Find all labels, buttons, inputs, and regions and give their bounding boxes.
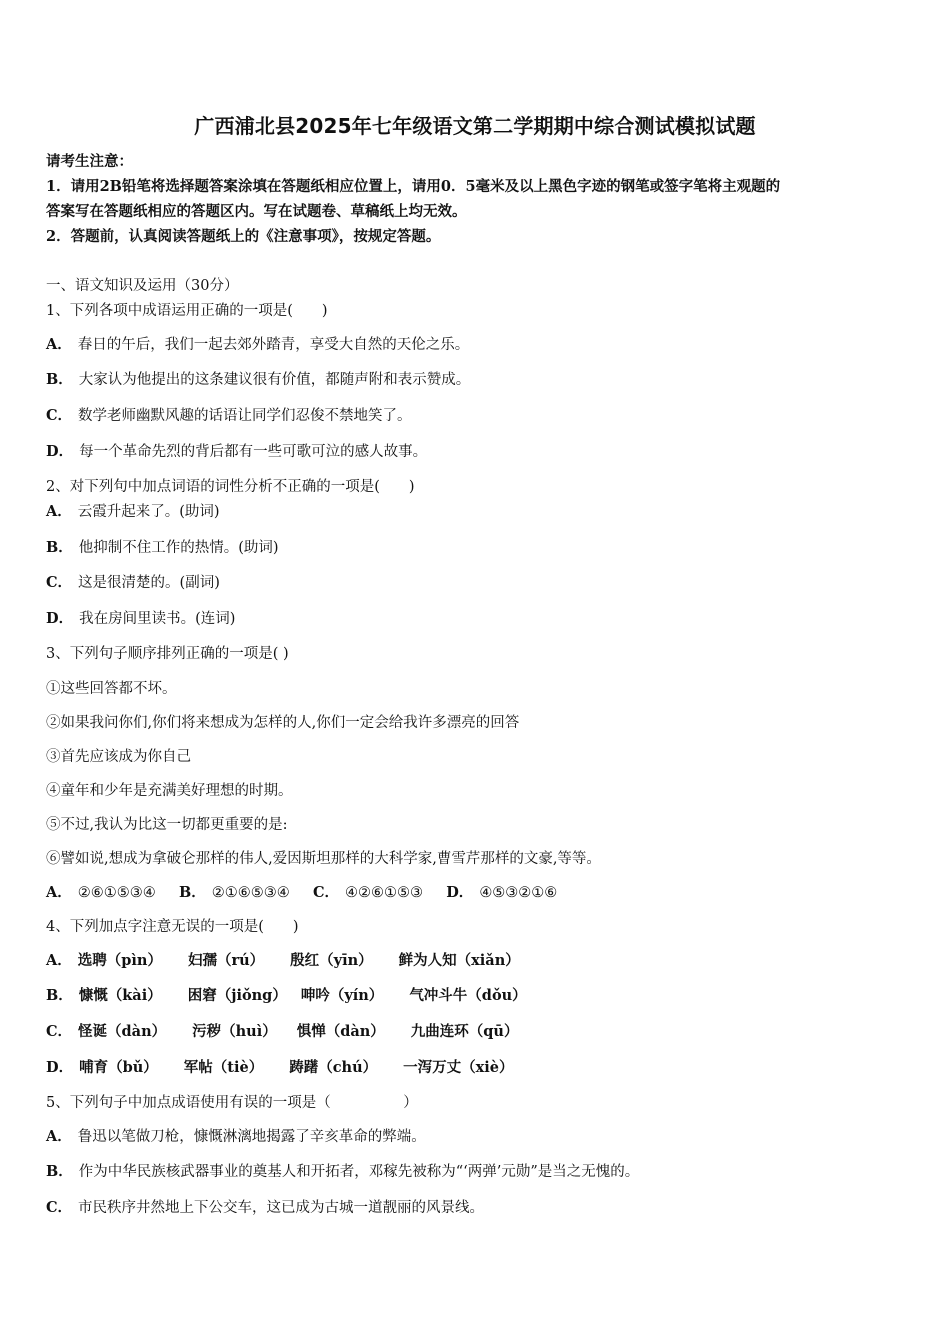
word-item: 军帖（tiè） — [183, 1059, 264, 1076]
option-text: 市民秩序井然地上下公交车，这已成为古城一道靓丽的风景线。 — [78, 1200, 485, 1216]
option-letter: D． — [46, 610, 74, 627]
option-letter: B． — [178, 884, 206, 901]
option-text: 春日的午后，我们一起去郊外踏青，享受大自然的天伦之乐。 — [77, 337, 470, 353]
question-1-stem: 1、下列各项中成语运用正确的一项是( ) — [46, 303, 328, 319]
option-text: 这是很清楚的。(副词) — [78, 575, 220, 591]
question-2-stem: 2、对下列句中加点词语的词性分析不正确的一项是( ) — [46, 479, 415, 495]
option-letter: B． — [46, 1163, 73, 1180]
option-letter: C． — [312, 884, 340, 901]
question-5-stem: 5、下列句子中加点成语使用有误的一项是（ ） — [46, 1095, 418, 1111]
option-letter: C． — [46, 1199, 73, 1216]
option-text: ②⑥①⑤③④ — [77, 885, 156, 901]
option-letter: D． — [46, 1059, 74, 1076]
option-letter: C． — [46, 574, 73, 591]
option-letter: B． — [46, 539, 73, 556]
question-5-option-c — [46, 1198, 484, 1218]
option-letter: A． — [46, 952, 72, 969]
question-1-option-b — [46, 370, 470, 390]
option-text: 他抑制不住工作的热情。(助词) — [78, 540, 279, 556]
option-letter: C． — [46, 1023, 73, 1040]
option-text: 大家认为他提出的这条建议很有价值，都随声附和表示赞成。 — [78, 372, 471, 388]
option-text: 每一个革命先烈的背后都有一些可歌可泣的感人故事。 — [79, 444, 428, 460]
question-2-option-b — [46, 538, 279, 558]
word-item: 哺育（bǔ） — [79, 1059, 158, 1076]
question-1-option-a — [46, 335, 469, 355]
word-item: 殷红（yīn） — [290, 952, 373, 969]
option-letter: D． — [46, 443, 74, 460]
question-2-option-d — [46, 609, 235, 629]
question-3-sentence: ③首先应该成为你自己 — [46, 749, 191, 765]
word-item: 鲜为人知（xiǎn） — [398, 952, 520, 969]
question-3-sentence: ⑥譬如说,想成为拿破仑那样的伟人,爱因斯坦那样的大科学家,曹雪芹那样的文豪,等等。 — [46, 851, 601, 867]
option-text: 作为中华民族核武器事业的奠基人和开拓者，邓稼先被称为“‘两弹’元勋”是当之无愧的。 — [78, 1164, 640, 1180]
option-letter: A． — [46, 884, 72, 901]
option-text: 我在房间里读书。(连词) — [79, 611, 236, 627]
option-letter: A． — [46, 1128, 72, 1145]
question-3-sentence: ④童年和少年是充满美好理想的时期。 — [46, 783, 293, 799]
option-text: 数学老师幽默风趣的话语让同学们忍俊不禁地笑了。 — [78, 408, 412, 424]
question-1-option-c — [46, 406, 412, 426]
option-text: ②①⑥⑤③④ — [211, 885, 290, 901]
question-2-option-c — [46, 573, 220, 593]
notice-item-1-line-2: 答案写在答题纸相应的答题区内。写在试题卷、草稿纸上均无效。 — [46, 203, 467, 220]
option-letter: B． — [46, 987, 73, 1004]
option-letter: D． — [446, 884, 474, 901]
word-item: 九曲连环（qū） — [410, 1023, 519, 1040]
word-item: 慷慨（kài） — [78, 987, 162, 1004]
word-item: 呻吟（yín） — [300, 987, 384, 1004]
notice-heading: 请考生注意： — [46, 153, 133, 170]
question-3-stem: 3、下列句子顺序排列正确的一项是( ) — [46, 646, 289, 662]
question-4-option-c — [46, 1022, 518, 1042]
option-letter: A． — [46, 503, 72, 520]
question-1-option-d — [46, 442, 427, 462]
word-item: 怪诞（dàn） — [78, 1023, 167, 1040]
question-3-sentence: ②如果我问你们,你们将来想成为怎样的人,你们一定会给我许多漂亮的回答 — [46, 715, 520, 731]
option-letter: A． — [46, 336, 72, 353]
option-text: 鲁迅以笔做刀枪，慷慨淋漓地揭露了辛亥革命的弊端。 — [77, 1129, 426, 1145]
word-item: 踌躇（chú） — [289, 1059, 378, 1076]
option-text: 云霞升起来了。(助词) — [77, 504, 220, 520]
question-3-sentence: ①这些回答都不坏。 — [46, 681, 177, 697]
word-item: 妇孺（rú） — [187, 952, 265, 969]
option-text: ④②⑥①⑤③ — [345, 885, 424, 901]
page-title: 广西浦北县2025年七年级语文第二学期期中综合测试模拟试题 — [194, 114, 756, 138]
question-4-option-d — [46, 1058, 514, 1078]
question-3-options — [46, 883, 557, 903]
word-item: 污秽（huì） — [192, 1023, 277, 1040]
word-item: 气冲斗牛（dǒu） — [409, 987, 527, 1004]
question-4-stem: 4、下列加点字注意无误的一项是( ) — [46, 919, 299, 935]
option-text: ④⑤③②①⑥ — [479, 885, 558, 901]
option-letter: B． — [46, 371, 73, 388]
question-5-option-a — [46, 1127, 426, 1147]
question-2-option-a — [46, 502, 220, 522]
word-item: 惧惮（dàn） — [296, 1023, 385, 1040]
notice-item-1-line-1: 1．请用2B铅笔将选择题答案涂填在答题纸相应位置上，请用0．5毫米及以上黑色字迹的钢笔或签字笔将主观题的 — [46, 178, 781, 195]
word-item: 困窘（jiǒng） — [187, 987, 287, 1004]
question-5-option-b — [46, 1162, 639, 1182]
section-heading: 一、语文知识及运用（30分） — [46, 278, 239, 294]
word-item: 选聘（pìn） — [77, 952, 162, 969]
question-3-sentence: ⑤不过,我认为比这一切都更重要的是: — [46, 817, 288, 833]
option-letter: C． — [46, 407, 73, 424]
question-4-option-a — [46, 951, 520, 971]
question-4-option-b — [46, 986, 527, 1006]
notice-item-2: 2．答题前，认真阅读答题纸上的《注意事项》，按规定答题。 — [46, 228, 441, 245]
word-item: 一泻万丈（xiè） — [403, 1059, 514, 1076]
